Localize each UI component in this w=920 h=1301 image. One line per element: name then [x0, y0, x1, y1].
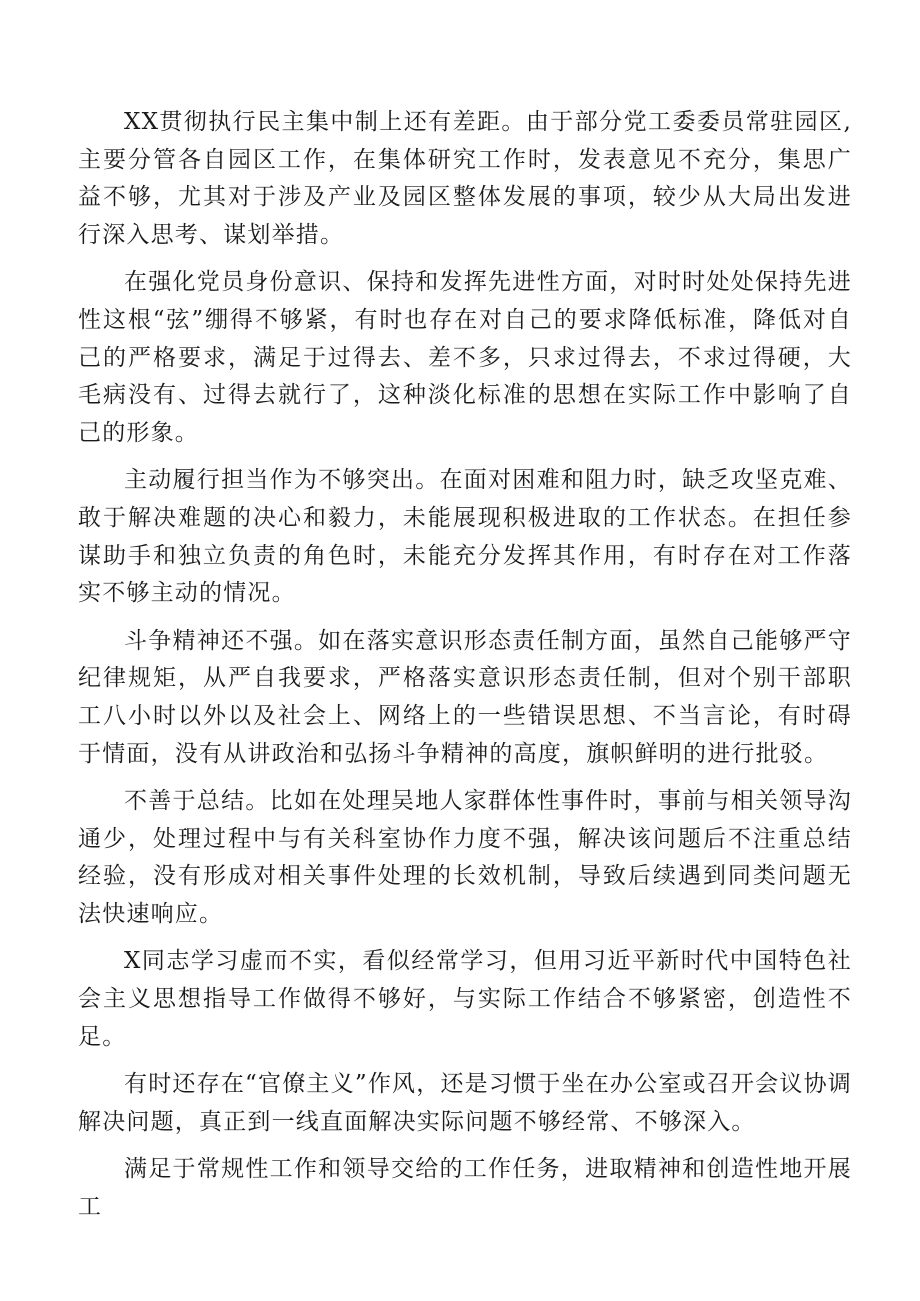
paragraph-bureaucracy: 有时还存在“官僚主义”作风，还是习惯于坐在办公室或召开会议协调解决问题，真正到一线直面解决实际问题不够经常、不够深入。: [78, 1071, 852, 1135]
document-body: [78, 104, 852, 1237]
paragraph-party-identity: 在强化党员身份意识、保持和发挥先进性方面，对时时处处保持先进性这根“弦”绷得不够紧，有时也存在对自己的要求降低标准，降低对自己的严格要求，满足于过得去、差不多，只求过得去，不求过得硬，大毛病没有、过得去就行了，这种淡化标准的思想在实际工作中影响了自己的形象。: [78, 269, 852, 446]
paragraph-democratic-centralism: XX贯彻执行民主集中制上还有差距。由于部分党工委委员常驻园区,主要分管各自园区工作，在集体研究工作时，发表意见不充分，集思广益不够，尤其对于涉及产业及园区整体发展的事项，较少从大局出发进行深入思考、谋划举措。: [78, 109, 852, 248]
paragraph-routine-work: 满足于常规性工作和领导交给的工作任务，进取精神和创造性地开展工: [78, 1156, 852, 1221]
paragraph-summarizing: 不善于总结。比如在处理吴地人家群体性事件时，事前与相关领导沟通少，处理过程中与有关科室协作力度不强，解决该问题后不注重总结经验，没有形成对相关事件处理的长效机制，导致后续遇到同类问题无法快速响应。: [78, 788, 852, 927]
paragraph-responsibility: 主动履行担当作为不够突出。在面对困难和阻力时，缺乏攻坚克难、敢于解决难题的决心和毅力，未能展现积极进取的工作状态。在担任参谋助手和独立负责的角色时，未能充分发挥其作用，有时存在对工作落实不够主动的情况。: [78, 467, 852, 607]
paragraph-study: X同志学习虚而不实，看似经常学习，但用习近平新时代中国特色社会主义思想指导工作做得不够好，与实际工作结合不够紧密，创造性不足。: [78, 948, 852, 1050]
paragraph-fighting-spirit: 斗争精神还不强。如在落实意识形态责任制方面，虽然自己能够严守纪律规矩，从严自我要求，严格落实意识形态责任制，但对个别干部职工八小时以外以及社会上、网络上的一些错误思想、不当言论，有时碍于情面，没有从讲政治和弘扬斗争精神的高度，旗帜鲜明的进行批驳。: [78, 627, 852, 767]
